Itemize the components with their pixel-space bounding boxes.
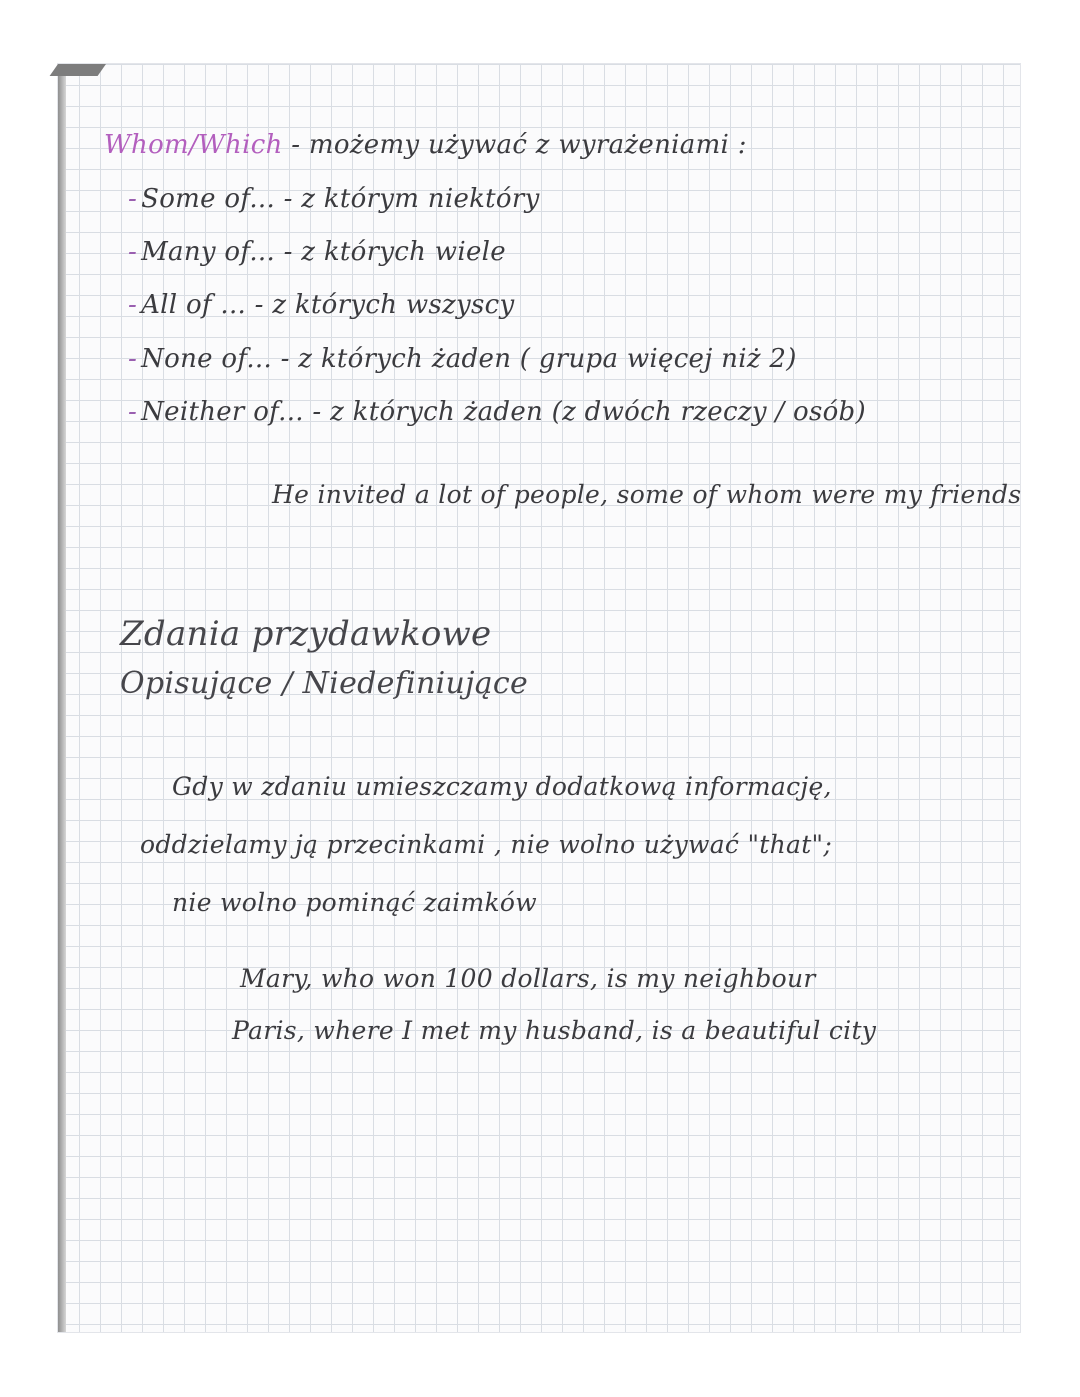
explanation-line: oddzielamy ją przecinkami , nie wolno używać "that"; <box>140 830 833 859</box>
list-item-text: None of... - z których żaden ( grupa więcej niż 2) <box>141 344 797 374</box>
example-sentence: Paris, where I met my husband, is a beautiful city <box>232 1016 877 1045</box>
list-item <box>128 184 540 214</box>
list-item-text: Many of... - z których wiele <box>141 237 506 267</box>
explanation-line: Gdy w zdaniu umieszczamy dodatkową informację, <box>172 772 832 801</box>
heading-rest: - możemy używać z wyrażeniami : <box>291 130 747 160</box>
list-item <box>128 237 506 267</box>
section-subtitle: Opisujące / Niedefiniujące <box>120 666 529 701</box>
heading-whom-which: Whom/Which <box>104 130 283 160</box>
list-bullet: - <box>128 344 138 374</box>
list-bullet: - <box>128 290 138 320</box>
heading-line <box>104 130 747 160</box>
list-bullet: - <box>128 184 138 214</box>
list-item <box>128 397 866 427</box>
example-sentence: Mary, who won 100 dollars, is my neighbour <box>240 964 816 993</box>
page-corner-fold <box>50 64 106 76</box>
list-item <box>128 290 515 320</box>
list-bullet: - <box>128 237 138 267</box>
page-binding-edge <box>58 64 66 1332</box>
explanation-line: nie wolno pominąć zaimków <box>172 888 537 917</box>
section-title: Zdania przydawkowe <box>120 614 492 654</box>
list-item <box>128 344 797 374</box>
list-item-text: All of ... - z których wszyscy <box>141 290 515 320</box>
example-sentence-1: He invited a lot of people, some of whom were my friends <box>272 480 1022 509</box>
list-item-text: Some of... - z którym niektóry <box>141 184 540 214</box>
list-bullet: - <box>128 397 138 427</box>
list-item-text: Neither of... - z których żaden (z dwóch rzeczy / osób) <box>141 397 866 427</box>
